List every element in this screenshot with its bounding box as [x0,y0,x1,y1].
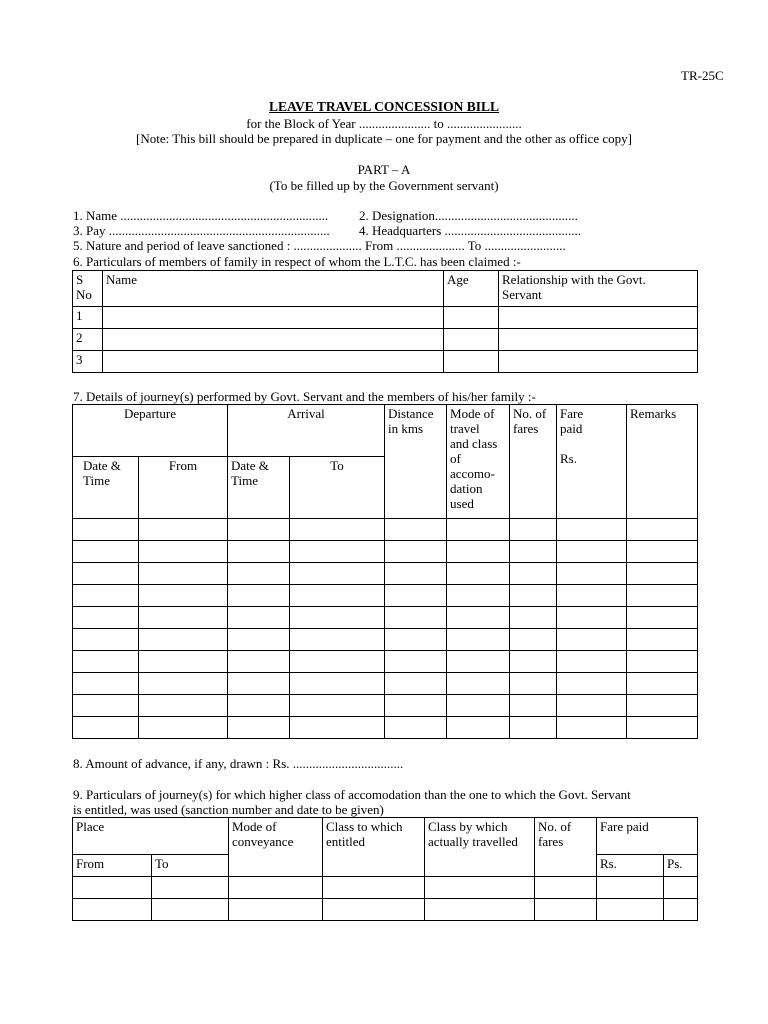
higher-class-cell[interactable] [323,899,425,921]
journey-cell[interactable] [557,651,627,673]
journey-cell[interactable] [139,607,228,629]
table-row [73,877,698,899]
journey-cell[interactable] [290,717,385,739]
higher-class-cell[interactable] [425,877,535,899]
hc-fare-paid-header: Fare paid [597,818,698,855]
journey-cell[interactable] [73,629,139,651]
journey-cell[interactable] [385,519,447,541]
table-row [73,695,698,717]
journey-cell[interactable] [228,673,290,695]
journey-cell[interactable] [228,607,290,629]
higher-class-cell[interactable] [425,899,535,921]
journey-table [72,404,698,739]
hc-to-header: To [152,855,229,877]
member-age-cell[interactable] [444,351,499,373]
journey-cell[interactable] [447,717,510,739]
table-row [73,351,698,373]
hc-from-header: From [73,855,152,877]
name-header: Name [103,271,444,307]
journey-cell[interactable] [510,629,557,651]
conveyance-header: Mode of conveyance [229,818,323,877]
pay-field[interactable]: 3. Pay .................................................................... [73,223,330,238]
higher-class-intro-line1: 9. Particulars of journey(s) for which higher class of accomodation than the one to which the Govt. Servant [73,787,631,802]
dep-datetime-header: Date & Time [73,457,139,519]
arrival-header: Arrival [228,405,385,457]
journey-cell[interactable] [557,519,627,541]
higher-class-cell[interactable] [597,877,664,899]
table-row [73,607,698,629]
row-number: 2 [73,329,103,351]
journey-cell[interactable] [73,541,139,563]
family-table-header [73,271,698,307]
table-row [73,651,698,673]
form-code: TR-25C [681,68,724,83]
member-name-cell[interactable] [103,329,444,351]
table-row [73,673,698,695]
journey-header-top [73,405,698,457]
higher-class-cell[interactable] [229,899,323,921]
journey-cell[interactable] [557,607,627,629]
member-name-cell[interactable] [103,307,444,329]
higher-class-cell[interactable] [535,899,597,921]
higher-class-cell[interactable] [597,899,664,921]
higher-class-cell[interactable] [535,877,597,899]
advance-field[interactable]: 8. Amount of advance, if any, drawn : Rs. .................................. [73,756,404,771]
journey-cell[interactable] [139,585,228,607]
journey-cell[interactable] [228,541,290,563]
journey-cell[interactable] [627,695,698,717]
higher-class-cell[interactable] [73,899,152,921]
journey-cell[interactable] [385,717,447,739]
journey-cell[interactable] [510,563,557,585]
journey-cell[interactable] [627,585,698,607]
fares-header: No. of fares [510,405,557,519]
higher-class-cell[interactable] [664,877,698,899]
family-intro: 6. Particulars of members of family in respect of whom the L.T.C. has been claimed :- [73,254,521,269]
journey-cell[interactable] [73,651,139,673]
part-a-heading: PART – A [357,162,411,177]
journey-cell[interactable] [627,519,698,541]
journey-cell[interactable] [139,519,228,541]
journey-cell[interactable] [73,695,139,717]
journey-cell[interactable] [139,695,228,717]
table-row [73,899,698,921]
journey-cell[interactable] [447,563,510,585]
sno-header: S No [73,271,103,307]
arr-to-header: To [290,457,385,519]
journey-cell[interactable] [139,717,228,739]
relationship-header: Relationship with the Govt. Servant [499,271,698,307]
journey-cell[interactable] [385,541,447,563]
journey-cell[interactable] [557,541,627,563]
journey-cell[interactable] [557,695,627,717]
table-row [73,585,698,607]
journey-cell[interactable] [627,607,698,629]
higher-class-cell[interactable] [152,877,229,899]
family-table [72,270,698,373]
journey-cell[interactable] [385,673,447,695]
member-age-cell[interactable] [444,329,499,351]
journey-cell[interactable] [290,629,385,651]
journey-cell[interactable] [385,695,447,717]
journey-cell[interactable] [73,519,139,541]
table-row [73,329,698,351]
journey-cell[interactable] [290,673,385,695]
journey-cell[interactable] [139,629,228,651]
journey-cell[interactable] [557,563,627,585]
journey-cell[interactable] [627,673,698,695]
journey-cell[interactable] [447,651,510,673]
distance-header: Distance in kms [385,405,447,519]
higher-class-body [73,877,698,921]
journey-cell[interactable] [510,585,557,607]
journey-cell[interactable] [290,695,385,717]
journey-cell[interactable] [290,541,385,563]
journey-cell[interactable] [73,563,139,585]
journey-cell[interactable] [228,651,290,673]
journey-cell[interactable] [139,651,228,673]
higher-class-intro-line2: is entitled, was used (sanction number and date to be given) [73,802,384,817]
member-relationship-cell[interactable] [499,329,698,351]
journey-cell[interactable] [290,519,385,541]
higher-class-cell[interactable] [664,899,698,921]
member-relationship-cell[interactable] [499,351,698,373]
journey-cell[interactable] [73,673,139,695]
journey-cell[interactable] [385,607,447,629]
higher-class-cell[interactable] [152,899,229,921]
fare-paid-header: Fare paid Rs. [557,405,627,519]
journey-body [73,519,698,739]
journey-cell[interactable] [627,651,698,673]
headquarters-field[interactable]: 4. Headquarters .......................................... [359,223,582,238]
journey-cell[interactable] [73,607,139,629]
journey-cell[interactable] [290,585,385,607]
journey-cell[interactable] [557,717,627,739]
journey-cell[interactable] [510,695,557,717]
journey-cell[interactable] [385,563,447,585]
journey-cell[interactable] [447,629,510,651]
hc-fares-header: No. of fares [535,818,597,877]
duplicate-note: [Note: This bill should be prepared in duplicate – one for payment and the other as office copy] [136,131,632,146]
name-field[interactable]: 1. Name ................................................................ [73,208,329,223]
journey-cell[interactable] [385,585,447,607]
row-number: 1 [73,307,103,329]
journey-cell[interactable] [139,541,228,563]
journey-cell[interactable] [627,563,698,585]
journey-cell[interactable] [447,607,510,629]
hc-rs-header: Rs. [597,855,664,877]
designation-field[interactable]: 2. Designation............................................ [359,208,578,223]
journey-cell[interactable] [557,585,627,607]
hc-ps-header: Ps. [664,855,698,877]
journey-cell[interactable] [290,563,385,585]
journey-cell[interactable] [73,585,139,607]
remarks-header: Remarks [627,405,698,519]
journey-cell[interactable] [557,629,627,651]
higher-class-cell[interactable] [323,877,425,899]
leave-field[interactable]: 5. Nature and period of leave sanctioned : ..................... From ..................... To ......................... [73,238,566,253]
journey-cell[interactable] [290,607,385,629]
table-row [73,307,698,329]
journey-cell[interactable] [228,563,290,585]
journey-cell[interactable] [228,519,290,541]
entitled-class-header: Class to which entitled [323,818,425,877]
table-row [73,717,698,739]
row-number: 3 [73,351,103,373]
dep-from-header: From [139,457,228,519]
journey-cell[interactable] [510,519,557,541]
journey-cell[interactable] [385,629,447,651]
higher-class-cell[interactable] [229,877,323,899]
page-title: LEAVE TRAVEL CONCESSION BILL [269,99,499,114]
journey-cell[interactable] [228,717,290,739]
journey-cell[interactable] [385,651,447,673]
journey-cell[interactable] [510,541,557,563]
journey-cell[interactable] [510,651,557,673]
journey-intro: 7. Details of journey(s) performed by Govt. Servant and the members of his/her family :- [73,389,536,404]
journey-cell[interactable] [139,673,228,695]
age-header: Age [444,271,499,307]
journey-cell[interactable] [447,585,510,607]
journey-cell[interactable] [510,607,557,629]
journey-cell[interactable] [447,519,510,541]
higher-class-table [72,817,698,921]
place-header: Place [73,818,229,855]
higher-class-header-top [73,818,698,855]
member-age-cell[interactable] [444,307,499,329]
mode-header: Mode of travel and class of accomo- dation used [447,405,510,519]
journey-cell[interactable] [627,629,698,651]
journey-cell[interactable] [557,673,627,695]
journey-cell[interactable] [447,541,510,563]
arr-datetime-header: Date & Time [228,457,290,519]
journey-cell[interactable] [228,585,290,607]
journey-cell[interactable] [73,717,139,739]
journey-cell[interactable] [228,629,290,651]
journey-cell[interactable] [510,673,557,695]
journey-cell[interactable] [290,651,385,673]
table-row [73,541,698,563]
higher-class-cell[interactable] [73,877,152,899]
block-of-year[interactable]: for the Block of Year ...................... to ....................... [246,116,522,131]
journey-cell[interactable] [447,673,510,695]
table-row [73,629,698,651]
part-a-subheading: (To be filled up by the Government servant) [269,178,499,193]
journey-cell[interactable] [228,695,290,717]
departure-header: Departure [73,405,228,457]
journey-cell[interactable] [627,717,698,739]
table-row [73,563,698,585]
journey-cell[interactable] [627,541,698,563]
table-row [73,519,698,541]
journey-cell[interactable] [139,563,228,585]
member-relationship-cell[interactable] [499,307,698,329]
actual-class-header: Class by which actually travelled [425,818,535,877]
journey-cell[interactable] [447,695,510,717]
journey-cell[interactable] [510,717,557,739]
member-name-cell[interactable] [103,351,444,373]
